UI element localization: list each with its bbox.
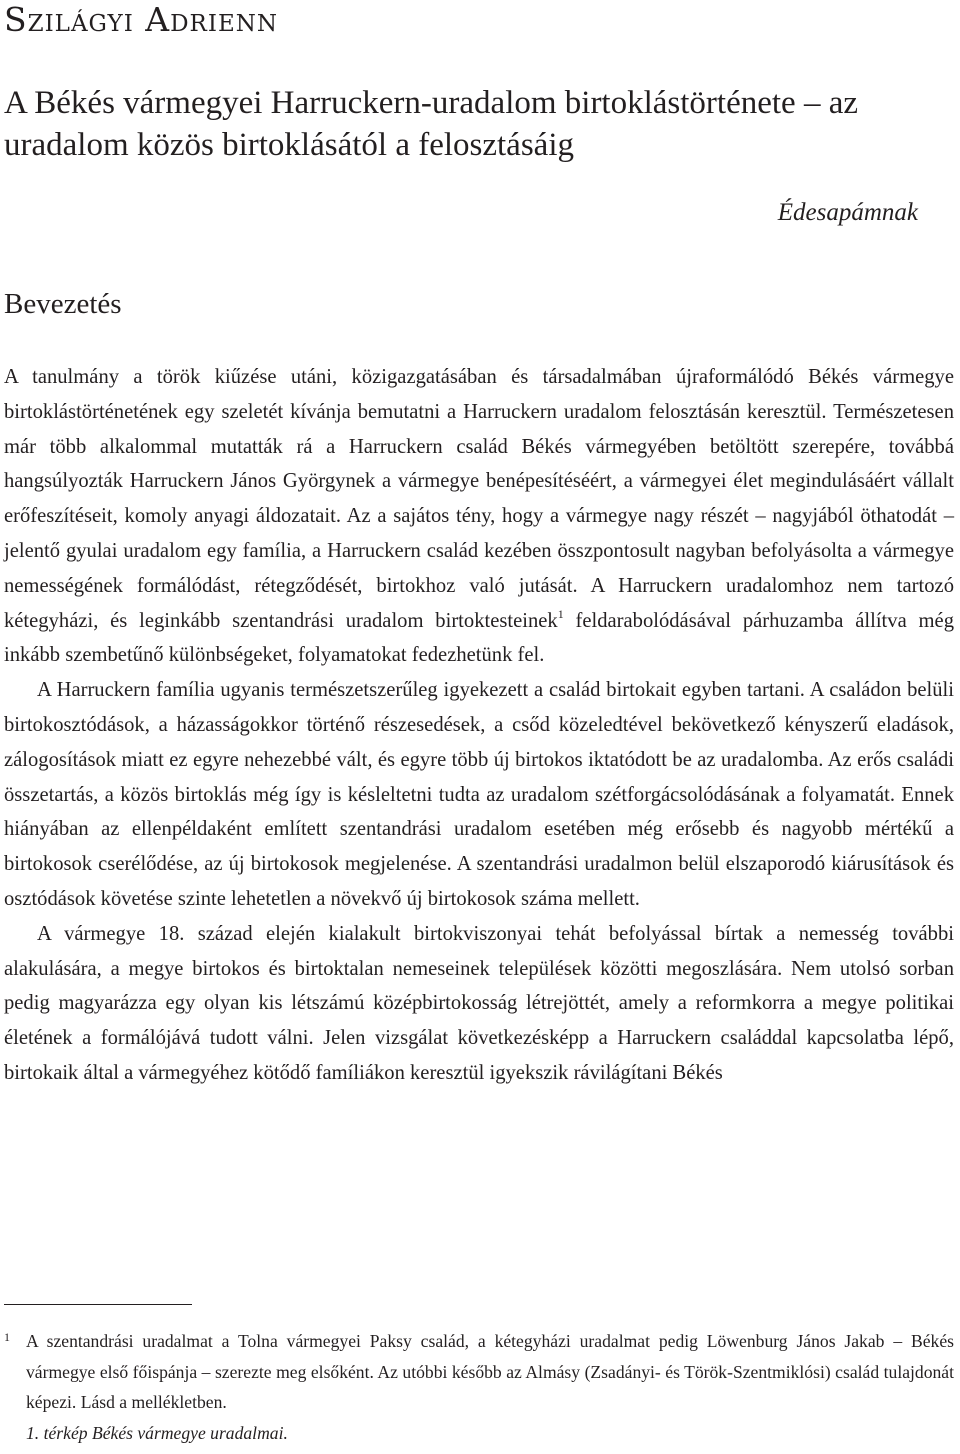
- author-name: Szilágyi Adrienn: [4, 0, 278, 39]
- footnote-map-reference: 1. térkép Békés vármegye uradalmai.: [26, 1422, 288, 1443]
- paragraph-2: A Harruckern família ugyanis természetszerűleg igyekezett a család birtokait egyben tartani. A családon belüli birtokosztódások, a házasságokkor történő részesedések, a csőd közeledtével bekövetkező kényszerű eladások, zálogosítások miatt ez egyre nehezebbé vált, és egyre több új birtokos iktatódott be az uradalomba. Az erős családi összetartás, a közös birtoklás még így is késleltetni tudta az uradalom szétforgácsolódásának a folyamatát. Ennek hiányában az ellenpéldaként említett szentandrási uradalom esetében még erősebb és nagyobb mértékű a birtokosok cserélődése, az új birtokosok megjelenése. A szentandrási uradalmon belül elszaporodó kiárusítások és osztódások követése szinte lehetetlen a növekvő új birtokosok száma mellett.: [4, 679, 954, 910]
- footnote: [4, 1326, 954, 1448]
- footnote-divider: [4, 1304, 192, 1305]
- footnote-text: A szentandrási uradalmat a Tolna vármegyei Paksy család, a kétegyházi uradalmat pedig Löwenburg János Jakab – Békés vármegye első főispánja – szerezte meg elsőként. Az utóbbi később az Almásy (Zsadányi- és Török-Szentmiklósi) család tulajdonát képezi. Lásd a mellékletben.: [26, 1331, 954, 1412]
- dedication: Édesapámnak: [777, 199, 918, 226]
- article-title: A Békés vármegyei Harruckern-uradalom birtoklástörténete – az uradalom közös birtoklásától a felosztásáig: [4, 85, 858, 163]
- footnote-number: 1: [4, 1330, 10, 1344]
- paragraph-1-continuation: feldarabolódásával párhuzamba állítva még inkább szembetűnő különbségeket, folyamatokat fedezhetünk fel.: [4, 609, 954, 667]
- footnote-body: [26, 1326, 954, 1448]
- section-heading: Bevezetés: [4, 288, 122, 320]
- body-text: [4, 360, 954, 1091]
- paragraph-3: A vármegye 18. század elején kialakult birtokviszonyai tehát befolyással bírtak a nemesség további alakulására, a megye birtokos és birtoktalan nemeseinek települések közötti megoszlására. Nem utolsó sorban pedig magyarázza egy olyan kis létszámú középbirtokosság létrejöttét, amely a reformkorra a megye politikai életének a formálójává tudott válni. Jelen vizsgálat következésképp a Harruckern családdal kapcsolatba lépő, birtokaik által a vármegyéhez kötődő famíliákon keresztül igyekszik rávilágítani Békés: [4, 922, 954, 1084]
- footnote-reference[interactable]: 1: [557, 606, 564, 621]
- paragraph-1-text: A tanulmány a török kiűzése utáni, közigazgatásában és társadalmában újraformálódó Békés vármegye birtoklástörténetének egy szeletét kívánja bemutatni a Harruckern uradalom felosztásán keresztül. Természetesen már több alkalommal mutatták rá a Harruckern család Békés vármegyében betöltött szerepére, továbbá hangsúlyozták Harruckern János Györgynek a vármegye benépesítéséért, a vármegyei élet megindulásáért vállalt erőfeszítéseit, komoly anyagi áldozatait. Az a sajátos tény, hogy a vármegye nagy részét – nagyjából öthatodát – jelentő gyulai uradalom egy família, a Harruckern család kezében összpontosult nagyban befolyásolta a vármegye nemességének formálódást, rétegződését, birtokhoz való jutását. A Harruckern uradalomhoz nem tartozó kétegyházi, és leginkább szentandrási uradalom birtoktesteinek: [4, 366, 954, 632]
- paragraph-1: [4, 360, 954, 673]
